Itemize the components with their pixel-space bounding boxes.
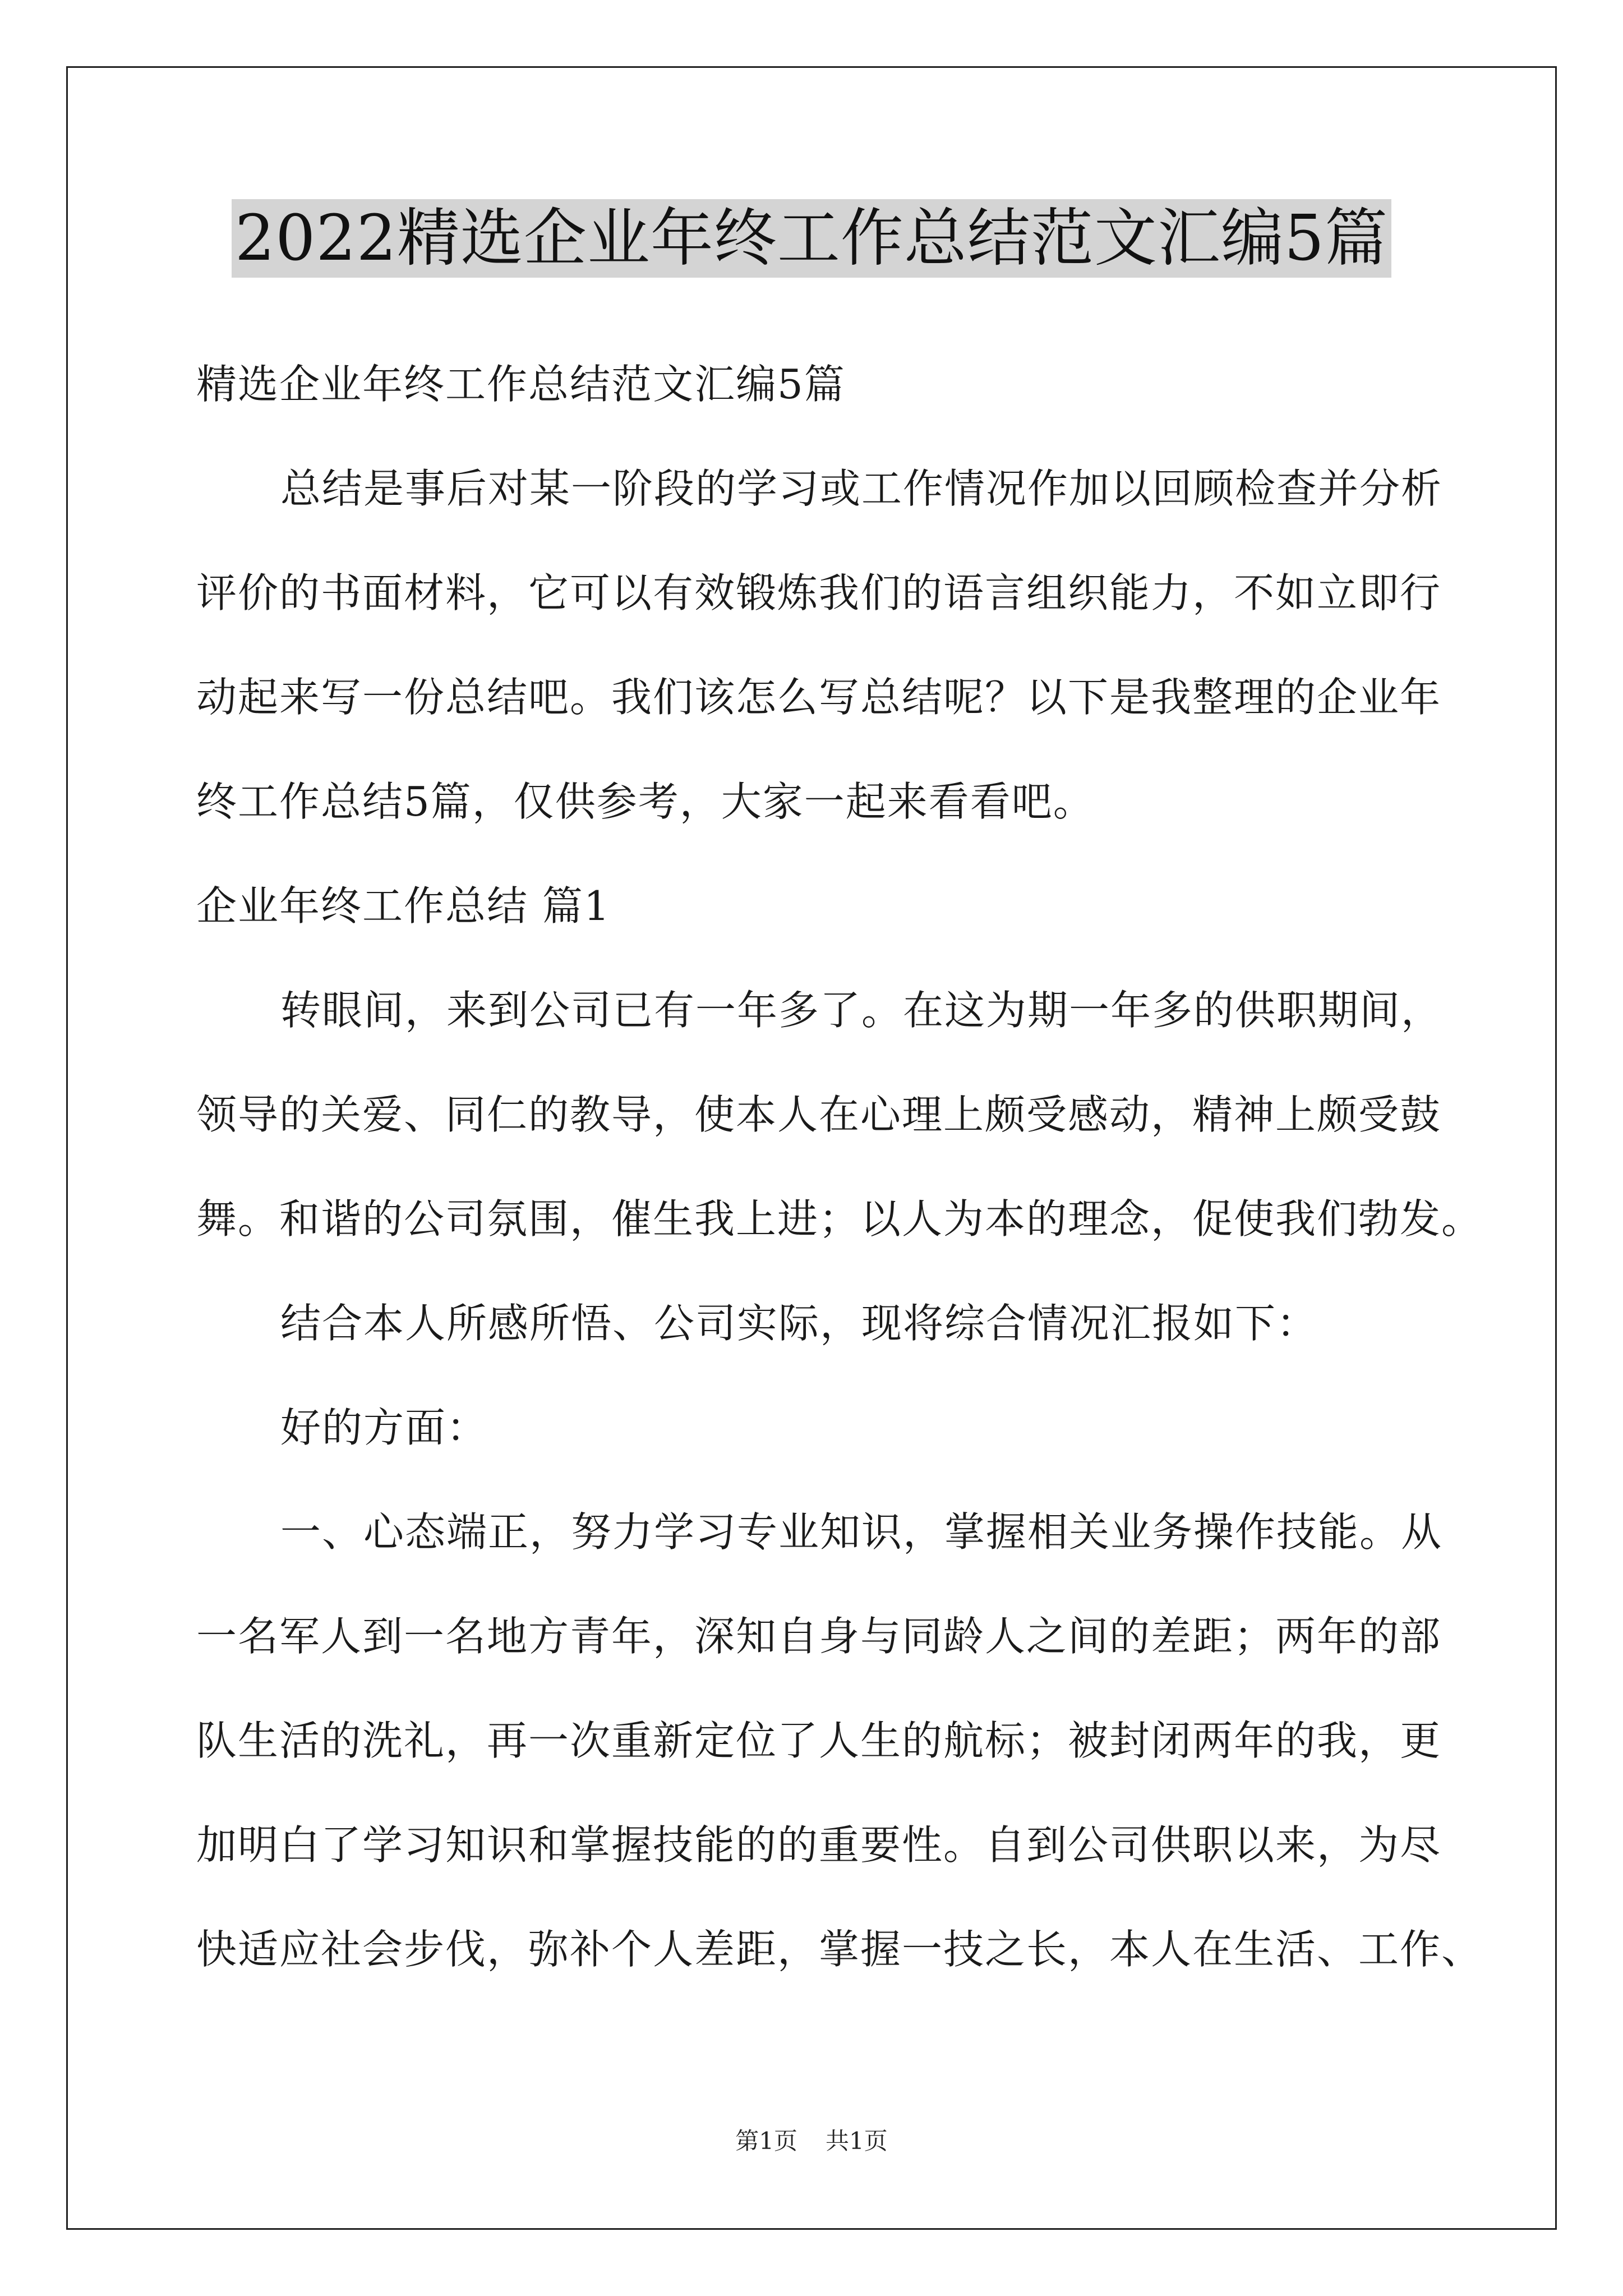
paragraph-line: 加明白了学习知识和掌握技能的的重要性。自到公司供职以来，为尽 (196, 1821, 1442, 1869)
paragraph-line: 快适应社会步伐，弥补个人差距，掌握一技之长，本人在生活、工作、 (196, 1926, 1483, 1973)
paragraph-line: 动起来写一份总结吧。我们该怎么写总结呢？以下是我整理的企业年 (196, 674, 1442, 721)
page-total: 共1页 (826, 2127, 888, 2155)
paragraph-line: 一名军人到一名地方青年，深知自身与同龄人之间的差距；两年的部 (196, 1613, 1442, 1660)
document-title: 2022精选企业年终工作总结范文汇编5篇 (232, 199, 1391, 278)
paragraph-line: 总结是事后对某一阶段的学习或工作情况作加以回顾检查并分析 (280, 465, 1443, 512)
section-heading: 企业年终工作总结 篇1 (196, 882, 611, 930)
paragraph-line: 领导的关爱、同仁的教导，使本人在心理上颇受感动，精神上颇受鼓 (196, 1091, 1442, 1138)
paragraph-line: 舞。和谐的公司氛围，催生我上进；以人为本的理念，促使我们勃发。 (196, 1195, 1483, 1243)
paragraph-line: 一、心态端正，努力学习专业知识，掌握相关业务操作技能。从 (280, 1508, 1443, 1556)
page-footer (0, 2127, 1623, 2155)
paragraph-line: 评价的书面材料，它可以有效锻炼我们的语言组织能力，不如立即行 (196, 569, 1442, 616)
paragraph-line: 终工作总结5篇，仅供参考，大家一起来看看吧。 (196, 778, 1095, 825)
paragraph-line: 结合本人所感所悟、公司实际，现将综合情况汇报如下： (280, 1300, 1318, 1347)
title-container (0, 199, 1623, 278)
paragraph-line: 转眼间，来到公司已有一年多了。在这为期一年多的供职期间， (280, 987, 1443, 1034)
paragraph-line: 好的方面： (280, 1404, 488, 1451)
paragraph-line: 队生活的洗礼，再一次重新定位了人生的航标；被封闭两年的我，更 (196, 1717, 1442, 1764)
page-number: 第1页 (735, 2127, 797, 2155)
subtitle-line: 精选企业年终工作总结范文汇编5篇 (196, 361, 846, 408)
